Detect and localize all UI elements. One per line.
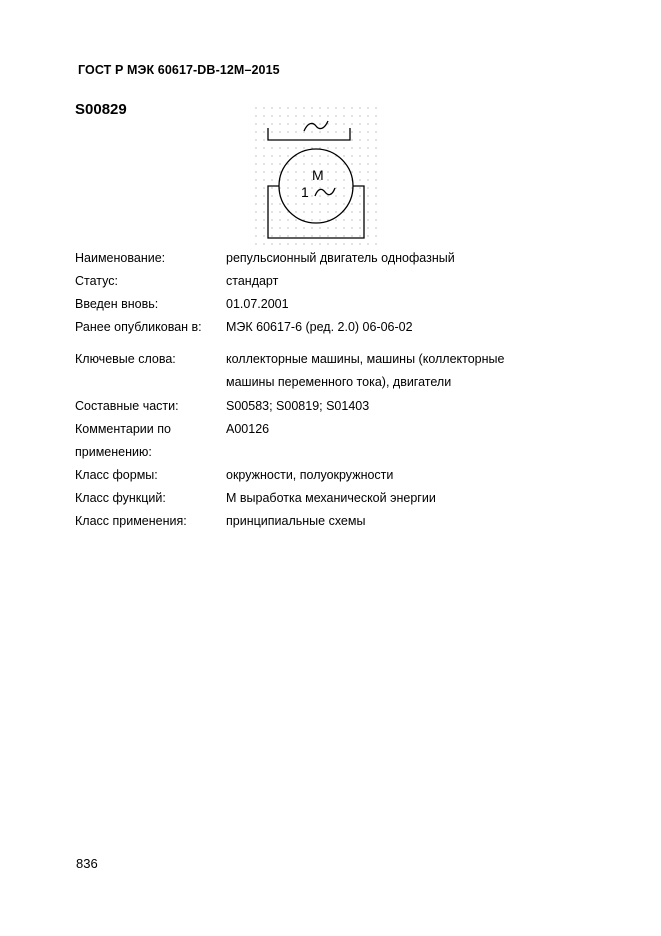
field-label [75, 418, 225, 464]
field-value [226, 418, 546, 441]
field-label [75, 316, 225, 339]
field-value-line: машины переменного тока), двигатели [226, 375, 452, 389]
field-value [226, 348, 546, 394]
field-label [75, 464, 225, 487]
field-label-line: Ключевые слова: [75, 352, 176, 366]
field-value [226, 395, 546, 418]
phase-number: 1 [301, 184, 309, 200]
field-value-line: коллекторные машины, машины (коллекторные [226, 352, 505, 366]
field-value-line: принципиальные схемы [226, 514, 366, 528]
field-value-line: МЭК 60617-6 (ред. 2.0) 06-06-02 [226, 320, 413, 334]
document-header: ГОСТ Р МЭК 60617-DB-12M–2015 [78, 63, 280, 77]
field-label-line: Введен вновь: [75, 297, 159, 311]
field-value [226, 293, 546, 316]
field-label-line: Наименование: [75, 251, 166, 265]
field-label-line: Составные части: [75, 399, 179, 413]
motor-circle [279, 149, 353, 223]
field-label [75, 487, 225, 510]
field-value-line: стандарт [226, 274, 279, 288]
coil-bracket [268, 128, 350, 140]
field-value [226, 487, 546, 510]
page-number: 836 [76, 856, 98, 871]
field-value-line: окружности, полуокружности [226, 468, 394, 482]
field-label [75, 270, 225, 293]
coil-tilde [304, 121, 328, 131]
field-label [75, 510, 225, 533]
field-value-line: M выработка механической энергии [226, 491, 436, 505]
field-value-line: репульсионный двигатель однофазный [226, 251, 455, 265]
field-value [226, 270, 546, 293]
symbol-code: S00829 [75, 101, 127, 118]
field-value-line: S00583; S00819; S01403 [226, 399, 370, 413]
field-label-line: Ранее опубликован в: [75, 320, 202, 334]
field-label [75, 293, 225, 316]
field-label [75, 247, 225, 270]
repulsion-motor-symbol [252, 104, 380, 248]
field-value-line: 01.07.2001 [226, 297, 289, 311]
motor-tilde [315, 188, 335, 196]
field-value [226, 316, 546, 339]
field-label-line: Класс функций: [75, 491, 166, 505]
field-value [226, 464, 546, 487]
field-label-line: применению: [75, 445, 152, 459]
field-label [75, 395, 225, 418]
field-value [226, 510, 546, 533]
field-value [226, 247, 546, 270]
field-label-line: Класс применения: [75, 514, 187, 528]
field-label-line: Класс формы: [75, 468, 158, 482]
motor-letter: M [312, 167, 324, 183]
field-value-line: A00126 [226, 422, 270, 436]
field-label [75, 348, 225, 371]
field-label-line: Статус: [75, 274, 118, 288]
field-label-line: Комментарии по [75, 422, 171, 436]
